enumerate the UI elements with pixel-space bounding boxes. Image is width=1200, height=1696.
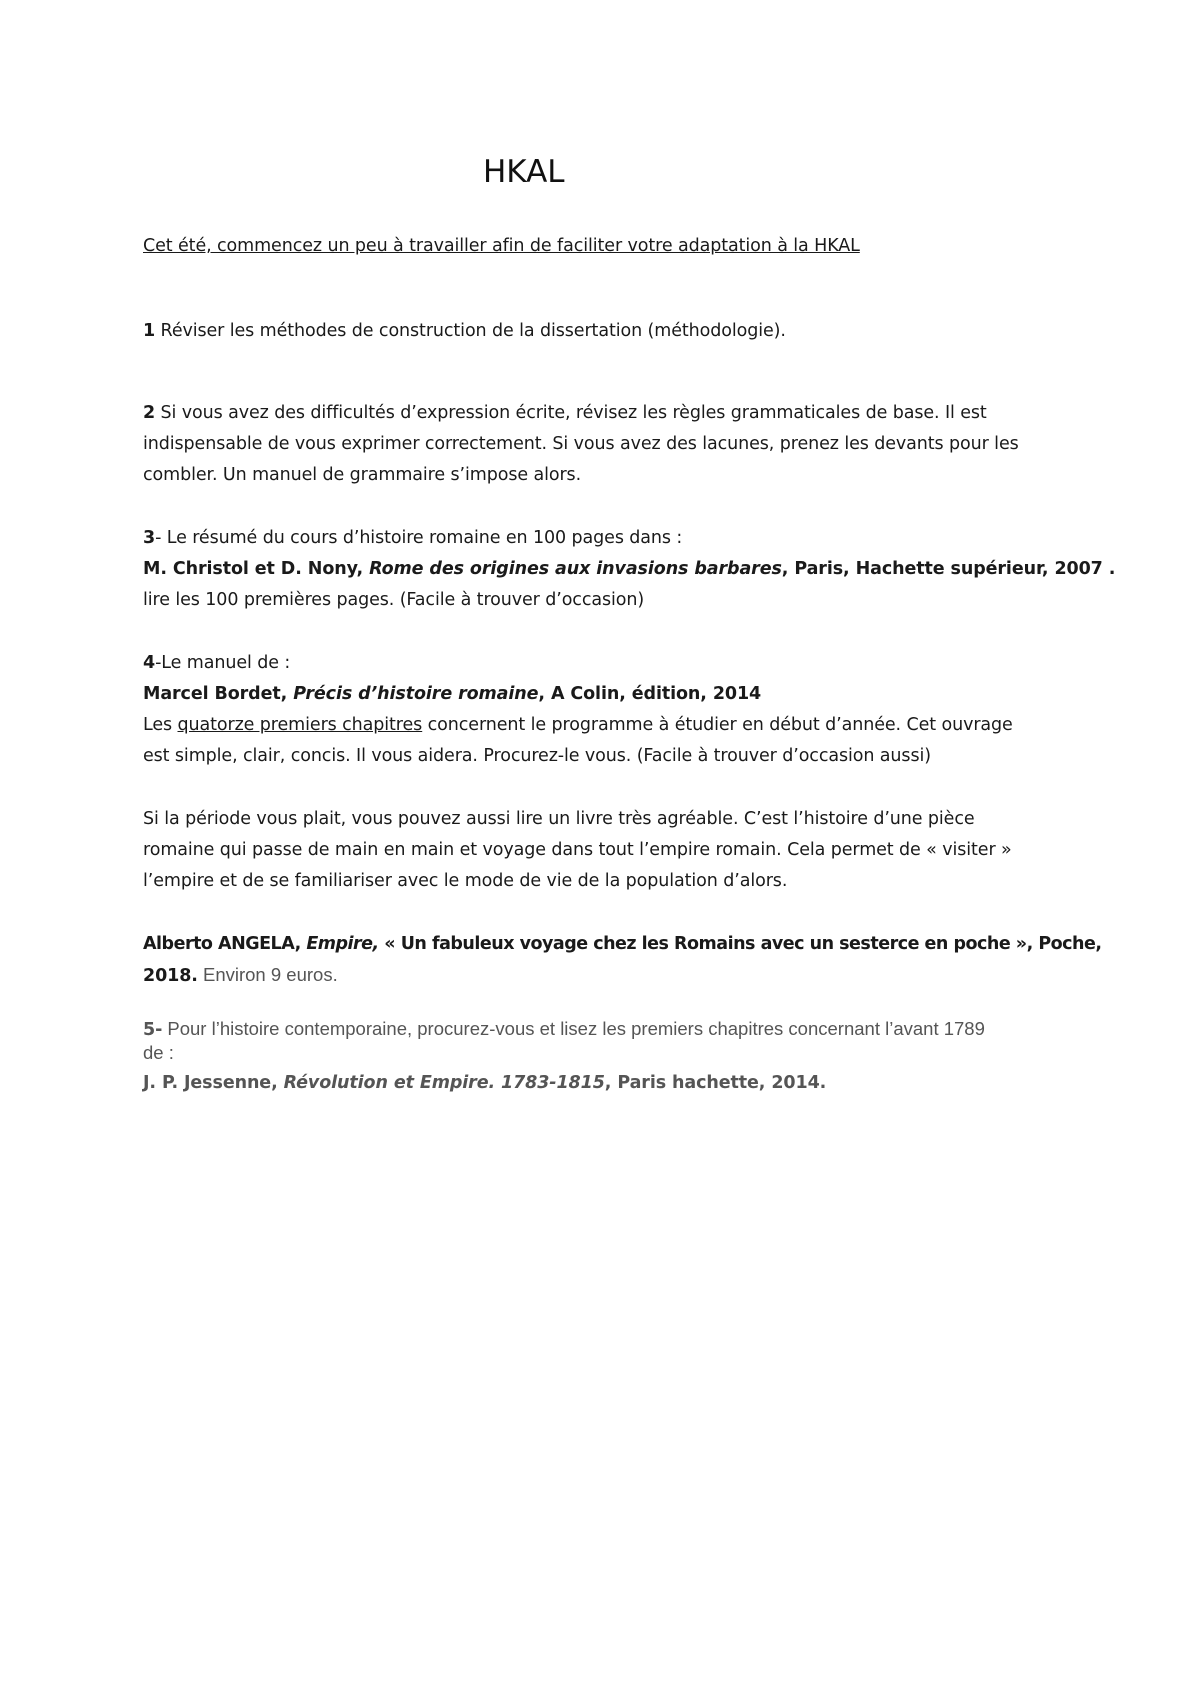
angela-reference-line-1 [143, 932, 1102, 956]
angela-subtitle: « Un fabuleux voyage chez les Romains avec un sesterce en poche », Poche, [378, 934, 1102, 954]
item-4-underlined: quatorze premiers chapitres [177, 715, 423, 735]
item-3-number: 3 [143, 528, 156, 548]
item-3-note: lire les 100 premières pages. (Facile à trouver d’occasion) [143, 590, 645, 610]
item-1-text: Réviser les méthodes de construction de la dissertation (méthodologie). [155, 321, 786, 341]
item-1 [143, 319, 786, 343]
item-5-authors: J. P. Jessenne, [143, 1073, 284, 1093]
item-4-intro-text: -Le manuel de : [155, 653, 291, 673]
item-4-publisher: , A Colin, édition, 2014 [538, 684, 762, 704]
angela-year: 2018. [143, 966, 198, 986]
item-5-text-1: Pour l’histoire contemporaine, procurez-vous et lisez les premiers chapitres concernant l’avant 1789 [162, 1018, 985, 1039]
item-4-book-title: Précis d’histoire romaine [293, 684, 539, 704]
item-3-publisher: , Paris, Hachette supérieur, 2007 . [781, 559, 1116, 579]
angela-price: Environ 9 euros. [197, 964, 338, 985]
item-5-publisher: , Paris hachette, 2014. [604, 1073, 827, 1093]
item-4-number: 4 [143, 653, 156, 673]
page-title: HKAL [483, 154, 565, 190]
extra-line-2: romaine qui passe de main en main et voyage dans tout l’empire romain. Cela permet de « visiter » [143, 840, 1012, 860]
item-4-author: Marcel Bordet, [143, 684, 294, 704]
item-5-book-title: Révolution et Empire. 1783-1815 [283, 1073, 605, 1093]
item-5-text-2: de : [143, 1042, 174, 1063]
item-2-line-1 [143, 401, 987, 425]
angela-reference-line-2 [143, 963, 338, 988]
item-4-line-2: est simple, clair, concis. Il vous aidera. Procurez-le vous. (Facile à trouver d’occasion aussi) [143, 746, 931, 766]
item-4-intro [143, 651, 290, 675]
item-3-reference [143, 557, 1115, 581]
item-4-reference [143, 682, 761, 706]
item-4-line-1-start: Les [143, 715, 178, 735]
item-3-intro [143, 526, 682, 550]
item-2-line-3: combler. Un manuel de grammaire s’impose alors. [143, 465, 582, 485]
item-3-book-title: Rome des origines aux invasions barbares [369, 559, 782, 579]
item-2-text-1: Si vous avez des difficultés d’expression écrite, révisez les règles grammaticales de base. Il est [155, 403, 987, 423]
item-2-number: 2 [143, 403, 156, 423]
item-1-number: 1 [143, 321, 156, 341]
item-3-authors: M. Christol et D. Nony, [143, 559, 370, 579]
extra-line-1: Si la période vous plait, vous pouvez aussi lire un livre très agréable. C’est l’histoire d’une pièce [143, 809, 975, 829]
angela-book-title: Empire, [306, 934, 379, 954]
item-5-line-2 [143, 1041, 174, 1066]
angela-author: Alberto ANGELA, [143, 934, 307, 954]
extra-line-3: l’empire et de se familiariser avec le mode de vie de la population d’alors. [143, 871, 788, 891]
intro-line: Cet été, commencez un peu à travailler afin de faciliter votre adaptation à la HKAL [143, 236, 860, 256]
item-5-line-1 [143, 1017, 985, 1042]
item-4-line-1 [143, 713, 1013, 737]
item-5-reference [143, 1071, 826, 1095]
item-4-line-1-end: concernent le programme à étudier en début d’année. Cet ouvrage [422, 715, 1013, 735]
item-5-number: 5- [143, 1020, 163, 1040]
item-2-line-2: indispensable de vous exprimer correctement. Si vous avez des lacunes, prenez les devants pour les [143, 434, 1019, 454]
item-3-intro-text: - Le résumé du cours d’histoire romaine en 100 pages dans : [155, 528, 683, 548]
